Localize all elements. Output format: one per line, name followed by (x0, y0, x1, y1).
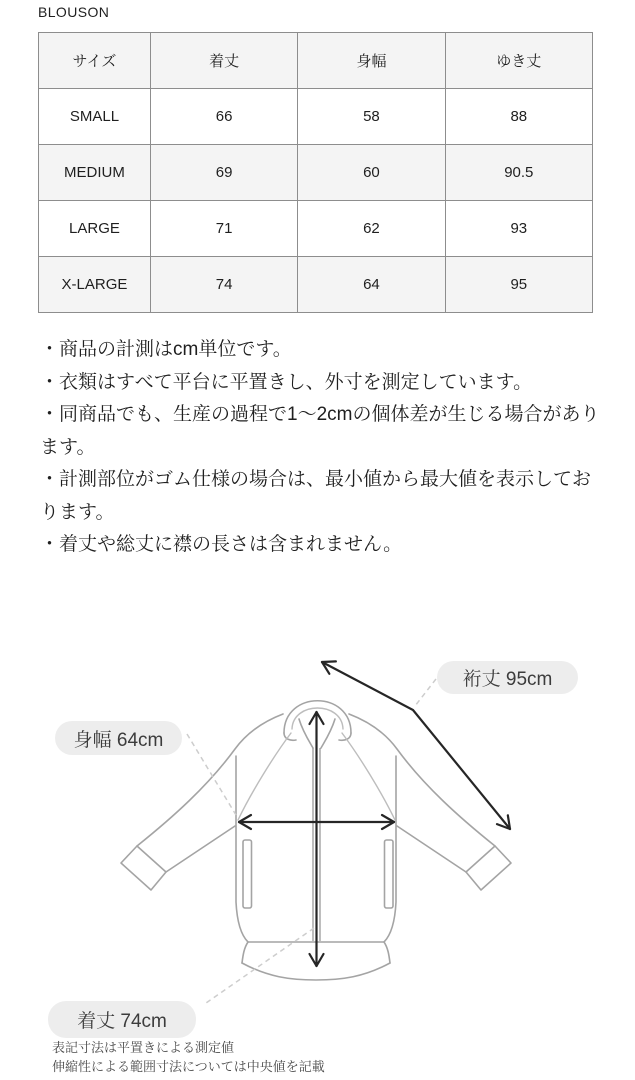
diagram-footnote (52, 1038, 325, 1076)
footnote-line: 表記寸法は平置きによる測定値 (52, 1040, 235, 1055)
table-row (39, 201, 593, 257)
table-row (39, 257, 593, 313)
note-item: ・計測部位がゴム仕様の場合は、最小値から最大値を表示しております。 (40, 469, 592, 523)
table-header-body-width: 身幅 (298, 33, 445, 89)
table-cell: 60 (298, 145, 445, 201)
note-item: ・商品の計測はcm単位です。 (40, 339, 292, 360)
note-item: ・同商品でも、生産の過程で1〜2cmの個体差が生じる場合があります。 (40, 404, 600, 458)
table-header-body-length: 着丈 (150, 33, 297, 89)
table-cell: 62 (298, 201, 445, 257)
table-row (39, 145, 593, 201)
table-cell: 69 (150, 145, 297, 201)
table-cell: 90.5 (445, 145, 592, 201)
table-header-sleeve-length: ゆき丈 (445, 33, 592, 89)
table-header-row (39, 33, 593, 89)
table-cell: 58 (298, 89, 445, 145)
table-row (39, 89, 593, 145)
table-cell: 74 (150, 257, 297, 313)
label-body-width: 身幅 64cm (55, 721, 182, 755)
table-cell: MEDIUM (39, 145, 151, 201)
table-cell: 71 (150, 201, 297, 257)
table-cell: 66 (150, 89, 297, 145)
table-cell: 64 (298, 257, 445, 313)
leader-body-length (206, 928, 314, 1003)
size-table (38, 32, 593, 313)
note-item: ・衣類はすべて平台に平置きし、外寸を測定しています。 (40, 371, 533, 393)
table-cell: 95 (445, 257, 592, 313)
table-cell: 93 (445, 201, 592, 257)
table-cell: LARGE (39, 201, 151, 257)
table-header-size: サイズ (39, 33, 151, 89)
table-cell: X-LARGE (39, 257, 151, 313)
leader-sleeve-length (415, 679, 436, 706)
leader-lines (187, 679, 436, 1003)
label-sleeve-length: 裄丈 95cm (437, 661, 578, 694)
measurement-notes (40, 334, 605, 562)
table-cell: SMALL (39, 89, 151, 145)
table-cell: 88 (445, 89, 592, 145)
page-title: BLOUSON (38, 4, 110, 20)
label-body-length: 着丈 74cm (48, 1001, 196, 1038)
measure-arrows (239, 662, 510, 966)
note-item: ・着丈や総丈に襟の長さは含まれません。 (40, 534, 403, 555)
leader-body-width (187, 734, 236, 815)
footnote-line: 伸縮性による範囲寸法については中央値を記載 (52, 1059, 325, 1074)
